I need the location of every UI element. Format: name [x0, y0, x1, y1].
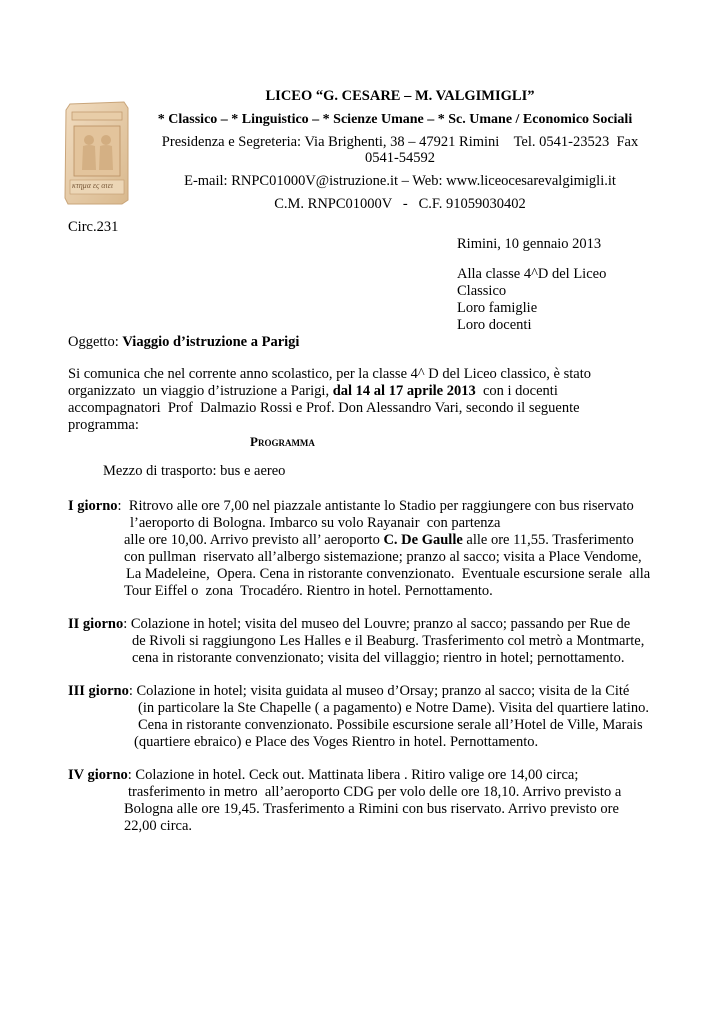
subject-line [68, 334, 299, 351]
day-1-label: I giorno [68, 498, 118, 514]
day-1-line-5: La Madeleine, Opera. Cena in ristorante convenzionato. Eventuale escursione serale alla [126, 566, 651, 582]
day-3-line-4: (quartiere ebraico) e Place des Voges Rientro in hotel. Pernottamento. [134, 734, 539, 750]
day-2-line-2: de Rivoli si raggiungono Les Halles e il Beaburg. Trasferimento col metrò a Montmarte, [132, 633, 645, 649]
school-name: LICEO “G. CESARE – M. VALGIMIGLI” [265, 88, 535, 104]
day-4-label: IV giorno [68, 767, 128, 783]
day-3-label: III giorno [68, 683, 129, 699]
day-2-label: II giorno [68, 616, 124, 632]
school-address: Presidenza e Segreteria: Via Brighenti, 38 – 47921 Rimini Tel. 0541-23523 Fax [161, 134, 639, 150]
school-branches: * Classico – * Linguistico – * Scienze Umane – * Sc. Umane / Economico Sociali [157, 112, 633, 127]
day-1-text: alle ore 11,55. Trasferimento [462, 532, 634, 548]
day-1-line-1 [68, 498, 634, 515]
day-4-text: : Colazione in hotel. Ceck out. Mattinata libera . Ritiro valige ore 14,00 circa; [127, 767, 579, 783]
day-3-line-3: Cena in ristorante convenzionato. Possibile escursione serale all’Hotel de Ville, Marais [138, 717, 643, 733]
day-1-line-6: Tour Eiffel o zona Trocadéro. Rientro in hotel. Pernottamento. [124, 583, 493, 599]
day-4-line-3: Bologna alle ore 19,45. Trasferimento a Rimini con bus riservato. Arrivo previsto ore [124, 801, 619, 817]
day-4-line-1 [68, 767, 578, 784]
recipient-line: Alla classe 4^D del Liceo [457, 266, 607, 282]
day-1-text: alle ore 10,00. Arrivo previsto all’ aeroporto [124, 532, 384, 548]
subject-label: Oggetto: [68, 334, 123, 350]
day-1-line-4: con pullman riservato all’albergo sistemazione; pranzo al sacco; visita a Place Vendome, [124, 549, 642, 565]
airport-name: C. De Gaulle [383, 532, 463, 548]
day-4-line-4: 22,00 circa. [124, 818, 193, 834]
intro-line-2 [68, 383, 558, 400]
day-3-line-2: (in particolare la Ste Chapelle ( a pagamento) e Notre Dame). Visita del quartiere latino. [138, 700, 649, 716]
day-2-line-1 [68, 616, 630, 633]
recipient-line: Classico [457, 283, 507, 299]
school-fax: 0541-54592 [364, 150, 436, 166]
day-4-line-2: trasferimento in metro all’aeroporto CDG per volo delle ore 18,10. Arrivo previsto a [128, 784, 622, 800]
day-3-text: : Colazione in hotel; visita guidata al museo d’Orsay; pranzo al sacco; visita de la Cité [128, 683, 630, 699]
day-1-text: : Ritrovo alle ore 7,00 nel piazzale antistante lo Stadio per raggiungere con bus riservato [117, 498, 634, 514]
day-1-line-2: l’aeroporto di Bologna. Imbarco su volo Rayanair con partenza [130, 515, 501, 531]
letter-date: Rimini, 10 gennaio 2013 [457, 236, 602, 252]
transport-line: Mezzo di trasporto: bus e aereo [103, 463, 286, 479]
intro-line-4: programma: [68, 417, 139, 433]
program-title: Programma [250, 434, 315, 449]
logo-inscription: κτημα ες αιει [72, 181, 114, 190]
intro-line-3: accompagnatori Prof Dalmazio Rossi e Prof. Don Alessandro Vari, secondo il seguente [68, 400, 580, 416]
recipient-line: Loro famiglie [457, 300, 538, 316]
intro-line-1: Si comunica che nel corrente anno scolastico, per la classe 4^ D del Liceo classico, è stato [68, 366, 591, 382]
day-1-line-3 [124, 532, 634, 549]
intro-text: con i docenti [475, 383, 558, 399]
trip-dates: dal 14 al 17 aprile 2013 [332, 383, 476, 399]
day-3-line-1 [68, 683, 629, 700]
school-email-web: E-mail: RNPC01000V@istruzione.it – Web: www.liceocesarevalgimigli.it [184, 173, 616, 189]
day-2-line-3: cena in ristorante convenzionato; visita del villaggio; rientro in hotel; pernottamento. [132, 650, 625, 666]
subject-text: Viaggio d’istruzione a Parigi [122, 334, 300, 350]
day-2-text: : Colazione in hotel; visita del museo del Louvre; pranzo al sacco; passando per Rue de [123, 616, 631, 632]
intro-text: organizzato un viaggio d’istruzione a Parigi, [68, 383, 333, 399]
recipient-line: Loro docenti [457, 317, 532, 333]
school-codes: C.M. RNPC01000V - C.F. 91059030402 [274, 196, 526, 212]
circular-number: Circ.231 [68, 219, 119, 235]
